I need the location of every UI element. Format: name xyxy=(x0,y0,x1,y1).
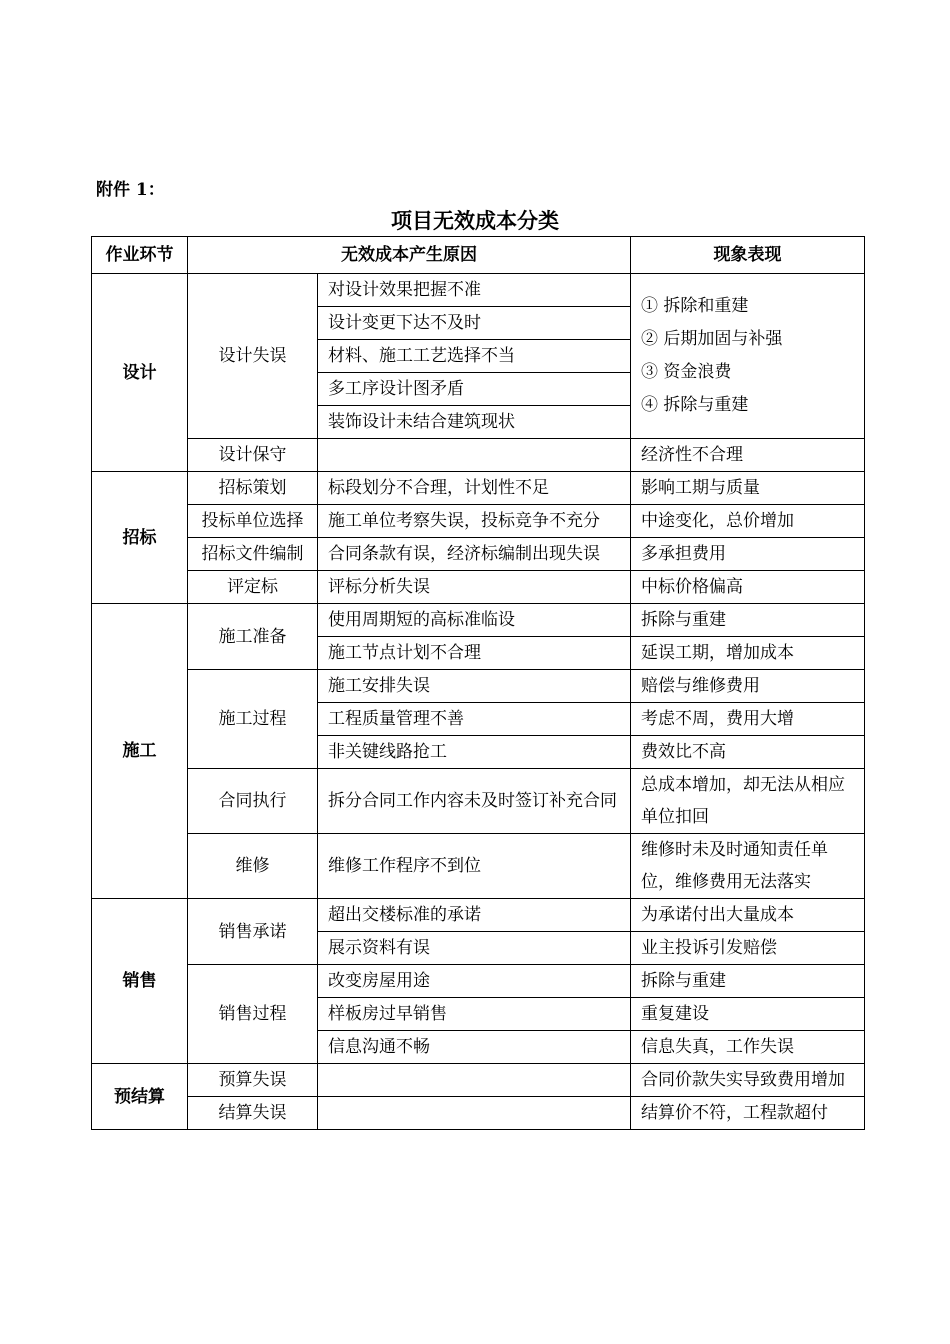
stage-construction: 施工 xyxy=(92,604,188,899)
cause-cell: 非关键线路抢工 xyxy=(318,736,631,769)
effect-cell: 多承担费用 xyxy=(631,538,865,571)
table-row xyxy=(92,571,865,604)
effect-cell: 业主投诉引发赔偿 xyxy=(631,932,865,965)
sub-cell: 合同执行 xyxy=(188,769,318,834)
table-row xyxy=(92,834,865,899)
cause-cell: 改变房屋用途 xyxy=(318,965,631,998)
sub-cell: 维修 xyxy=(188,834,318,899)
effect-cell: 维修时未及时通知责任单位，维修费用无法落实 xyxy=(631,834,865,899)
effect-cell: 信息失真，工作失误 xyxy=(631,1031,865,1064)
table-row xyxy=(92,899,865,932)
effect-item: ① 拆除和重建 xyxy=(641,296,749,316)
header-effect: 现象表现 xyxy=(631,237,865,274)
effect-cell: 重复建设 xyxy=(631,998,865,1031)
effect-cell: 延误工期，增加成本 xyxy=(631,637,865,670)
cost-classification-table xyxy=(91,236,865,1130)
table-row xyxy=(92,1064,865,1097)
cause-cell: 样板房过早销售 xyxy=(318,998,631,1031)
table-row xyxy=(92,439,865,472)
cause-cell-empty xyxy=(318,1064,631,1097)
cause-cell: 对设计效果把握不准 xyxy=(318,274,631,307)
cause-cell: 合同条款有误，经济标编制出现失误 xyxy=(318,538,631,571)
cause-cell: 施工节点计划不合理 xyxy=(318,637,631,670)
effect-cell: 拆除与重建 xyxy=(631,965,865,998)
header-stage: 作业环节 xyxy=(92,237,188,274)
page-title: 项目无效成本分类 xyxy=(391,208,559,233)
effect-cell: 费效比不高 xyxy=(631,736,865,769)
effect-cell: 为承诺付出大量成本 xyxy=(631,899,865,932)
attachment-label: 附件 1： xyxy=(96,180,165,200)
stage-sales: 销售 xyxy=(92,899,188,1064)
cause-cell: 拆分合同工作内容未及时签订补充合同 xyxy=(318,769,631,834)
table-row xyxy=(92,505,865,538)
sub-design-conservative: 设计保守 xyxy=(188,439,318,472)
stage-settlement: 预结算 xyxy=(92,1064,188,1130)
cause-cell: 材料、施工工艺选择不当 xyxy=(318,340,631,373)
table-row xyxy=(92,769,865,834)
cause-cell-empty xyxy=(318,439,631,472)
cause-cell: 信息沟通不畅 xyxy=(318,1031,631,1064)
cause-cell: 超出交楼标准的承诺 xyxy=(318,899,631,932)
sub-cell: 招标策划 xyxy=(188,472,318,505)
table-row xyxy=(92,1097,865,1130)
effect-cell: 经济性不合理 xyxy=(631,439,865,472)
effect-cell: 拆除与重建 xyxy=(631,604,865,637)
cause-cell: 评标分析失误 xyxy=(318,571,631,604)
sub-cell: 结算失误 xyxy=(188,1097,318,1130)
cause-cell: 展示资料有误 xyxy=(318,932,631,965)
cause-cell: 设计变更下达不及时 xyxy=(318,307,631,340)
effect-item: ④ 拆除与重建 xyxy=(641,395,749,415)
effect-cell: 中途变化，总价增加 xyxy=(631,505,865,538)
effect-cell: 中标价格偏高 xyxy=(631,571,865,604)
sub-cell: 销售承诺 xyxy=(188,899,318,965)
cause-cell: 多工序设计图矛盾 xyxy=(318,373,631,406)
table-row xyxy=(92,604,865,637)
table-row xyxy=(92,965,865,998)
cause-cell: 标段划分不合理，计划性不足 xyxy=(318,472,631,505)
header-cause: 无效成本产生原因 xyxy=(188,237,631,274)
effect-cell: 合同价款失实导致费用增加 xyxy=(631,1064,865,1097)
sub-cell: 预算失误 xyxy=(188,1064,318,1097)
sub-cell: 招标文件编制 xyxy=(188,538,318,571)
effect-cell: 考虑不周，费用大增 xyxy=(631,703,865,736)
cause-cell: 使用周期短的高标准临设 xyxy=(318,604,631,637)
cause-cell: 施工单位考察失误，投标竞争不充分 xyxy=(318,505,631,538)
cause-cell-empty xyxy=(318,1097,631,1130)
cause-cell: 施工安排失误 xyxy=(318,670,631,703)
cause-cell: 装饰设计未结合建筑现状 xyxy=(318,406,631,439)
effect-cell: 总成本增加，却无法从相应单位扣回 xyxy=(631,769,865,834)
table-row xyxy=(92,538,865,571)
effect-cell: 赔偿与维修费用 xyxy=(631,670,865,703)
sub-cell: 投标单位选择 xyxy=(188,505,318,538)
table-row xyxy=(92,274,865,307)
effect-cell: 结算价不符，工程款超付 xyxy=(631,1097,865,1130)
cause-cell: 工程质量管理不善 xyxy=(318,703,631,736)
sub-design-error: 设计失误 xyxy=(188,274,318,439)
table-row xyxy=(92,472,865,505)
stage-design: 设计 xyxy=(92,274,188,472)
sub-cell: 施工准备 xyxy=(188,604,318,670)
effect-cell: 影响工期与质量 xyxy=(631,472,865,505)
sub-cell: 评定标 xyxy=(188,571,318,604)
sub-cell: 销售过程 xyxy=(188,965,318,1064)
design-error-effects xyxy=(631,274,865,439)
effect-item: ③ 资金浪费 xyxy=(641,362,732,382)
sub-cell: 施工过程 xyxy=(188,670,318,769)
table-row xyxy=(92,670,865,703)
cause-cell: 维修工作程序不到位 xyxy=(318,834,631,899)
effect-item: ② 后期加固与补强 xyxy=(641,329,783,349)
table-header-row xyxy=(92,237,865,274)
stage-tender: 招标 xyxy=(92,472,188,604)
